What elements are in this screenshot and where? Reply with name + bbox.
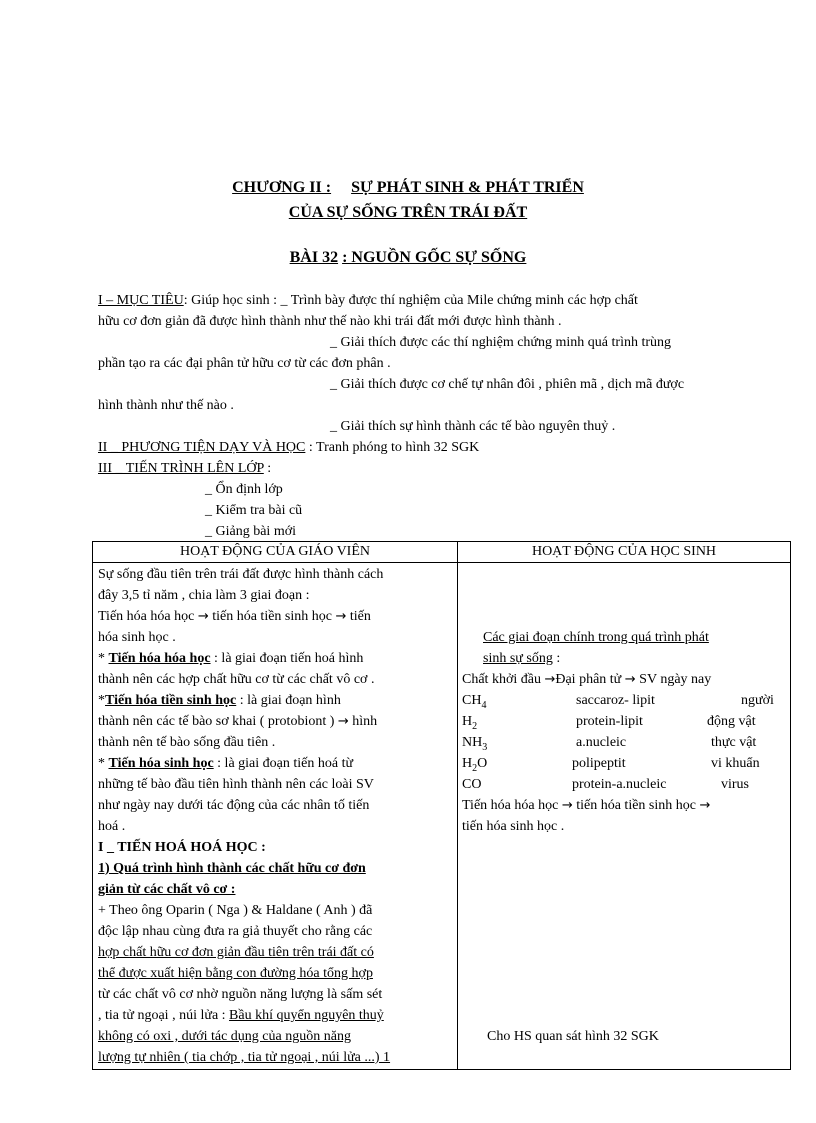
process-step-2: _ Kiểm tra bài cũ	[205, 503, 303, 518]
arrow-icon: →	[197, 609, 209, 624]
materials-heading: II _ PHƯƠNG TIỆN DẠY VÀ HỌC	[98, 440, 306, 455]
arrow-icon: →	[337, 714, 349, 729]
arrow-icon: →	[335, 609, 347, 624]
macromolecule: saccaroz- lipit	[576, 693, 655, 708]
organism: thực vật	[711, 735, 757, 750]
lesson-label: BÀI 32	[289, 249, 339, 266]
lesson-title: : NGUỒN GỐC SỰ SỐNG	[342, 249, 527, 266]
chapter-label: CHƯƠNG II :	[232, 179, 332, 196]
process-line: III _ TIẾN TRÌNH LÊN LỚP :	[98, 461, 272, 476]
chapter-heading	[0, 179, 816, 197]
process-heading: III _ TIẾN TRÌNH LÊN LỚP	[98, 461, 264, 476]
objectives-line5: _ Giải thích được cơ chế tự nhân đôi , phiên mã , dịch mã được	[330, 377, 685, 392]
lesson-heading	[0, 249, 816, 267]
stages-heading: Các giai đoạn chính trong quá trình phát	[483, 630, 709, 645]
teacher-column: Sự sống đầu tiên trên trái đất được hình thành cách đây 3,5 tỉ năm , chia làm 3 giai đoạn : Tiến hóa hóa học → tiến hóa tiền sinh học → tiến hóa sinh học . * Tiến hóa hóa học : là giai đoạn tiến hoá hình thành nên các hợp chất hữu cơ từ các chất vô cơ . *Tiến hóa tiền sinh học : là giai đoạn hình thành nên các tế bào sơ khai ( protobiont ) → hình thành nên tế bào sống đầu tiên . * Tiến hóa sinh học : là giai đoạn tiến hoá từ những tế bào đầu tiên hình thành nên các loài SV như ngày nay dưới tác động của các nhân tố tiến hoá . I _ TIẾN HOÁ HOÁ HỌC : 1) Quá trình hình thành các chất hữu cơ đơn giản từ các chất vô cơ : + Theo ông Oparin ( Nga ) & Haldane ( Anh ) đã độc lập nhau cùng đưa ra giả thuyết cho rằng các hợp chất hữu cơ đơn giản đầu tiên trên trái đất có thể được xuất hiện bằng con đường hóa tổng hợp từ các chất vô cơ nhờ nguồn năng lượng là sấm sét , tia tử ngoại , núi lửa : Bầu khí quyển nguyên thuỷ không có oxi , dưới tác dụng của nguồn năng lượng tự nhiên ( tia chớp , tia tử ngoại , núi lửa ...) 1	[93, 563, 458, 1070]
observe-instruction: Cho HS quan sát hình 32 SGK	[487, 1029, 659, 1044]
macromolecule: polipeptit	[572, 756, 626, 771]
macromolecule: a.nucleic	[576, 735, 627, 750]
organism: động vật	[707, 714, 756, 729]
formula-nh3: $NH_3$	[462, 735, 488, 753]
objectives-line7: _ Giải thích sự hình thành các tế bào nguyên thuỷ .	[330, 419, 616, 434]
activity-table	[92, 541, 791, 1070]
objectives-line2: hữu cơ đơn giản đã được hình thành như thế nào khi trái đất mới được hình thành .	[98, 314, 562, 329]
formula-h2o: $H_2O$	[462, 756, 488, 774]
objectives-line4: phần tạo ra các đại phân tử hữu cơ từ các đơn phân .	[98, 356, 391, 371]
macromolecule: protein-lipit	[576, 714, 643, 729]
arrow-icon: →	[561, 798, 573, 813]
header-student: HOẠT ĐỘNG CỦA HỌC SINH	[458, 542, 791, 563]
organism: người	[741, 693, 774, 708]
process-step-1: _ Ổn định lớp	[205, 482, 283, 497]
subsection-heading: 1) Quá trình hình thành các chất hữu cơ đơn	[98, 861, 366, 876]
header-teacher: HOẠT ĐỘNG CỦA GIÁO VIÊN	[93, 542, 458, 563]
stages-row: Chất khởi đầu →Đại phân tử → SV ngày nay	[462, 672, 712, 687]
macromolecule: protein-a.nucleic	[572, 777, 667, 792]
chapter-title: SỰ PHÁT SINH & PHÁT TRIỂN	[351, 179, 584, 196]
objectives-line6: hình thành như thế nào .	[98, 398, 234, 413]
arrow-icon: →	[699, 798, 711, 813]
organism: vi khuẩn	[711, 756, 760, 771]
student-column: Các giai đoạn chính trong quá trình phát sinh sự sống : Chất khởi đầu →Đại phân tử → SV ngày nay $CH_4$ $H_2$ $NH_3$ $H_2O$ CO saccaroz- lipit protein-lipit a.nucleic polipeptit protein-a.nucleic người động vật thực vật vi khuẩn virus Tiến hóa hóa học → tiến hóa tiền sinh học → tiến hóa sinh học . Cho HS quan sát hình 32 SGK	[458, 563, 791, 1070]
process-step-3: _ Giảng bài mới	[205, 524, 296, 539]
arrow-icon: →	[544, 672, 556, 687]
objectives-line1: I – MỤC TIÊU: Giúp học sinh : _ Trình bày được thí nghiệm của Mile chứng minh các hợp chất	[98, 293, 638, 308]
section-heading: I _ TIẾN HOÁ HOÁ HỌC :	[98, 840, 266, 855]
stage-biological: * Tiến hóa sinh học : là giai đoạn tiến hoá từ	[98, 756, 354, 771]
arrow-icon: →	[624, 672, 636, 687]
formula-ch4: $CH_4$	[462, 693, 487, 711]
objectives-line3: _ Giải thích được các thí nghiệm chứng minh quá trình trùng	[330, 335, 672, 350]
evolution-summary: Tiến hóa hóa học → tiến hóa tiền sinh học →	[462, 798, 711, 813]
stage-prebiotic: *Tiến hóa tiền sinh học : là giai đoạn hình	[98, 693, 341, 708]
chapter-title-line2: CỦA SỰ SỐNG TRÊN TRÁI ĐẤT	[288, 204, 528, 221]
objectives-heading: I – MỤC TIÊU	[98, 293, 184, 308]
stage-chemical: * Tiến hóa hóa học : là giai đoạn tiến hoá hình	[98, 651, 364, 666]
formula-h2: $H_2$	[462, 714, 478, 732]
formula-co: CO	[462, 777, 482, 792]
organism: virus	[721, 777, 749, 792]
materials-line: II _ PHƯƠNG TIỆN DẠY VÀ HỌC : Tranh phóng to hình 32 SGK	[98, 440, 480, 455]
